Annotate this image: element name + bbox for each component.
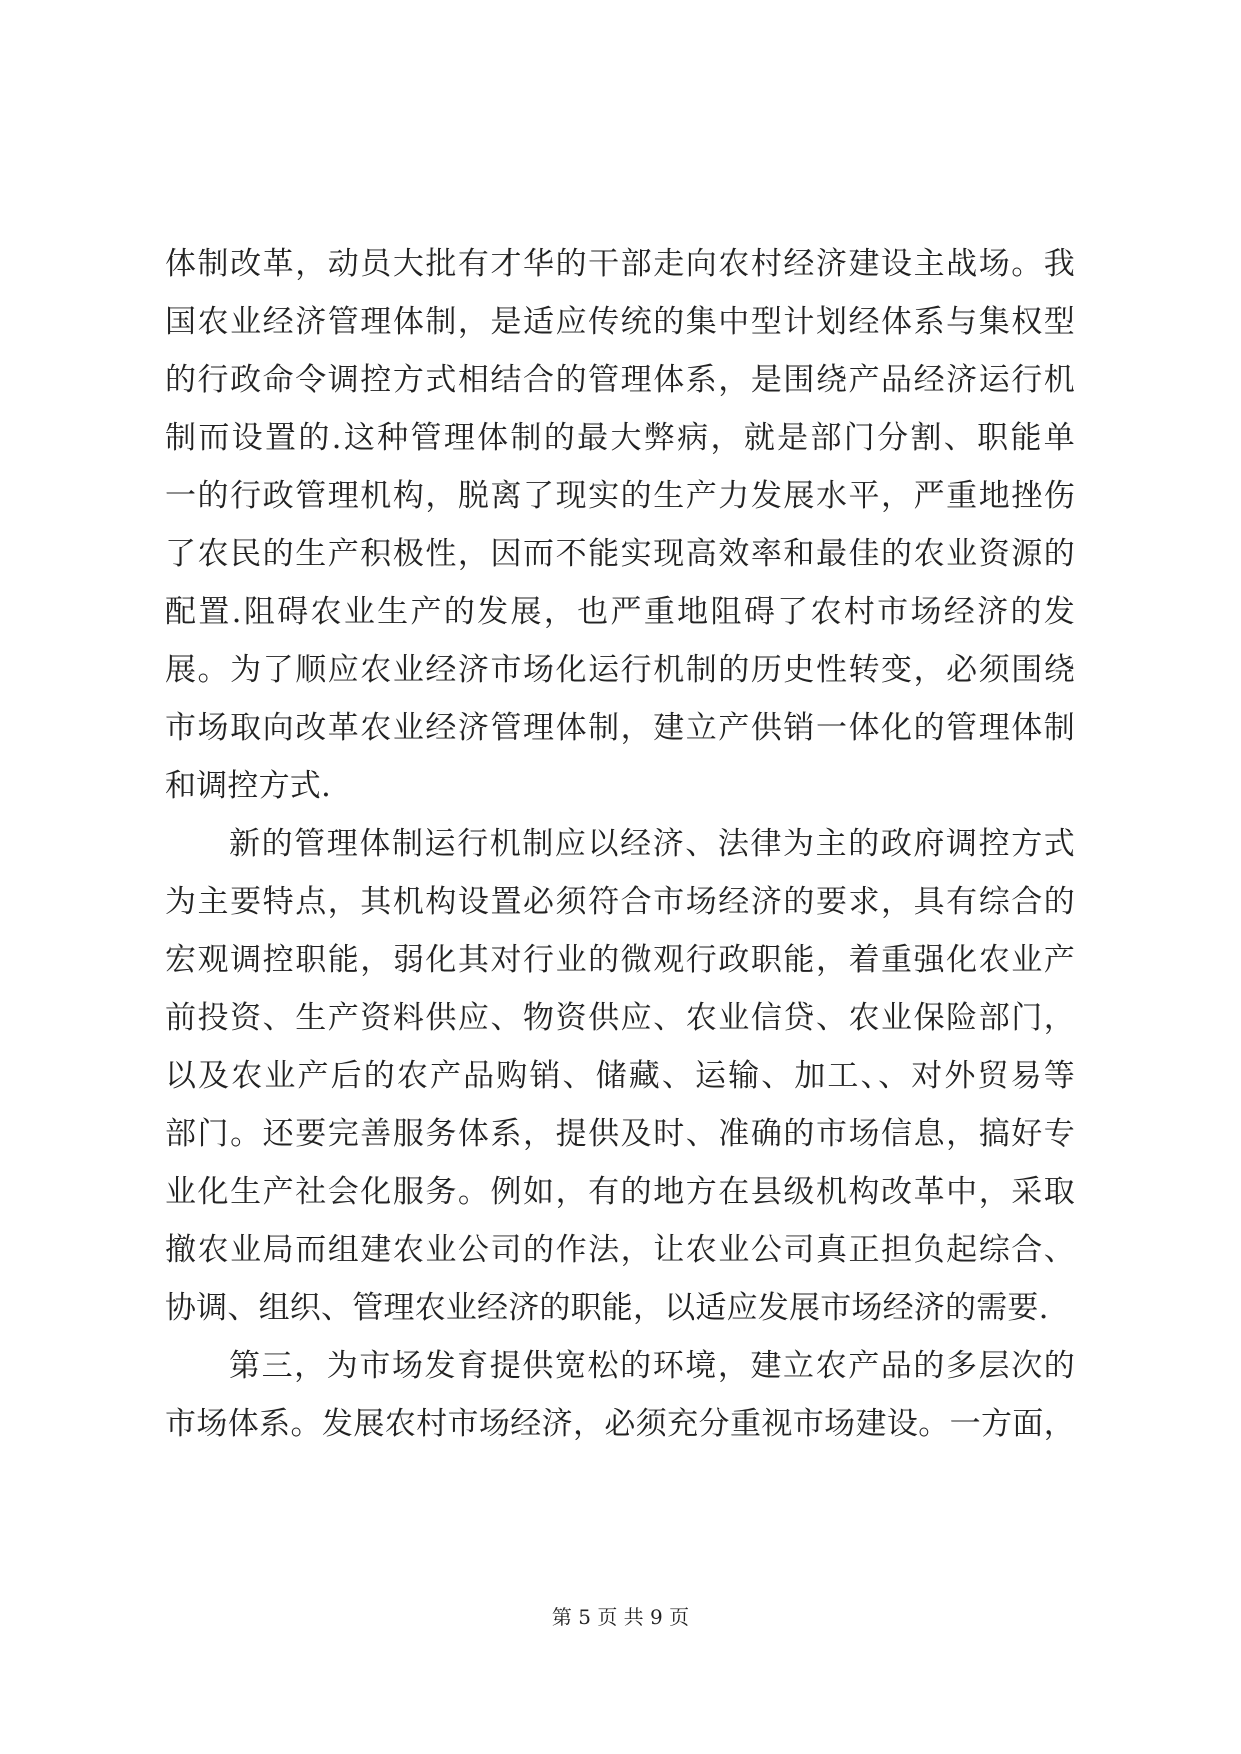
- text-line: 了农民的生产积极性，因而不能实现高效率和最佳的农业资源的: [165, 536, 1075, 572]
- paragraph-end-line: 和调控方式.: [165, 768, 332, 804]
- text-line: 撤农业局而组建农业公司的作法，让农业公司真正担负起综合、: [165, 1232, 1075, 1268]
- text-line: 体制改革，动员大批有才华的干部走向农村经济建设主战场。我: [165, 246, 1075, 282]
- text-line: 配置.阻碍农业生产的发展，也严重地阻碍了农村市场经济的发: [165, 594, 1075, 630]
- text-line: 市场体系。发展农村市场经济，必须充分重视市场建设。一方面，: [165, 1406, 1075, 1442]
- text-line: 宏观调控职能，弱化其对行业的微观行政职能，着重强化农业产: [165, 942, 1075, 978]
- paragraph-end-line: 协调、组织、管理农业经济的职能，以适应发展市场经济的需要.: [165, 1290, 1049, 1326]
- text-line: 部门。还要完善服务体系，提供及时、准确的市场信息，搞好专: [165, 1116, 1075, 1152]
- paragraph-start-line: 第三，为市场发育提供宽松的环境，建立农产品的多层次的: [229, 1348, 1075, 1384]
- text-line: 市场取向改革农业经济管理体制，建立产供销一体化的管理体制: [165, 710, 1075, 746]
- text-line: 前投资、生产资料供应、物资供应、农业信贷、农业保险部门，: [165, 1000, 1075, 1036]
- text-line: 国农业经济管理体制，是适应传统的集中型计划经体系与集权型: [165, 304, 1075, 340]
- text-line: 展。为了顺应农业经济市场化运行机制的历史性转变，必须围绕: [165, 652, 1075, 688]
- page-number-label: 第 5 页 共 9 页: [551, 1605, 690, 1629]
- text-line: 为主要特点，其机构设置必须符合市场经济的要求，具有综合的: [165, 884, 1075, 920]
- paragraph-start-line: 新的管理体制运行机制应以经济、法律为主的政府调控方式: [229, 826, 1075, 862]
- text-line: 的行政命令调控方式相结合的管理体系，是围绕产品经济运行机: [165, 362, 1075, 398]
- text-line: 以及农业产后的农产品购销、储藏、运输、加工、、对外贸易等: [165, 1058, 1075, 1094]
- text-line: 业化生产社会化服务。例如，有的地方在县级机构改革中，采取: [165, 1174, 1075, 1210]
- text-line: 制而设置的.这种管理体制的最大弊病，就是部门分割、职能单: [165, 420, 1075, 456]
- page-footer: [0, 1604, 1241, 1630]
- document-body: [165, 235, 1075, 1453]
- text-line: 一的行政管理机构，脱离了现实的生产力发展水平，严重地挫伤: [165, 478, 1075, 514]
